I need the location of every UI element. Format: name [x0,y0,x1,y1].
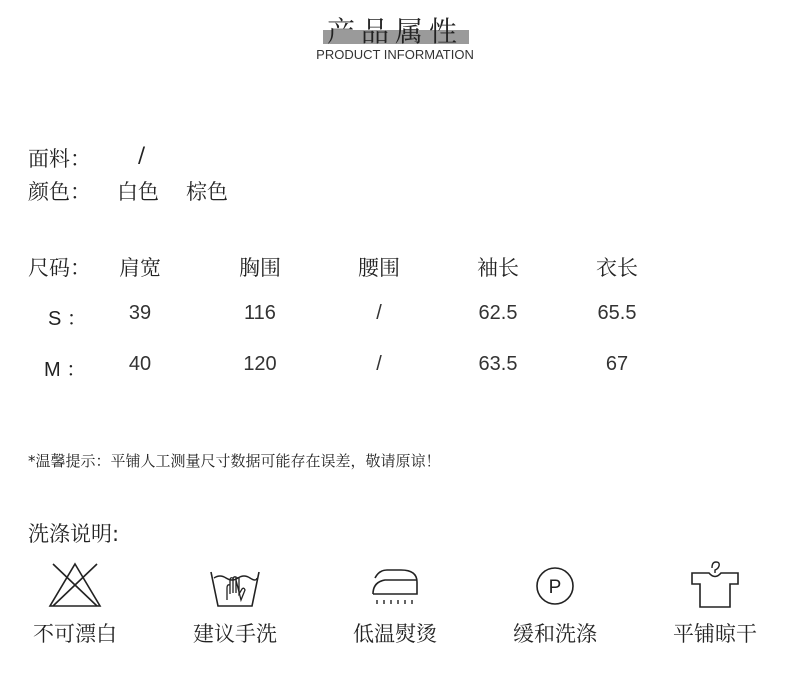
table-cell: 67 [605,353,629,375]
dry-clean-p-icon [525,560,585,610]
table-cell: 40 [128,353,152,375]
table-cell: 39 [128,302,152,324]
size-row-label-m: M ： [44,359,87,381]
table-cell: 63.5 [478,353,518,375]
page-subtitle: PRODUCT INFORMATION [316,47,474,62]
low-iron-icon [365,560,425,610]
washing-title: 洗涤说明: [28,522,120,546]
wash-label-flat-dry: 平铺晾干 [673,622,757,646]
hand-wash-icon [205,560,265,610]
wash-label-low-iron: 低温熨烫 [353,622,437,646]
table-cell: / [376,302,382,324]
table-cell: 120 [243,353,277,375]
page-title: 产品属性 [326,15,463,48]
table-cell: / [376,353,382,375]
size-label: 尺码： [28,256,91,280]
size-row-label-s: S ： [48,308,87,330]
hang-dry-flat-icon [685,560,745,610]
header-sleeve: 袖长 [477,256,519,280]
fabric-label: 面料： [28,147,91,171]
header-shoulder: 肩宽 [119,256,161,280]
fabric-value: / [138,143,146,167]
color-option-white: 白色 [117,180,159,204]
dry-clean-symbol: P [548,577,562,598]
wash-label-no-bleach: 不可漂白 [33,622,117,646]
color-label: 颜色： [28,180,91,204]
measurement-note: *温馨提示：平铺人工测量尺寸数据可能存在误差，敬请原谅！ [28,452,441,470]
color-option-brown: 棕色 [186,180,228,204]
header-waist: 腰围 [358,256,400,280]
wash-label-hand-wash: 建议手洗 [193,622,277,646]
table-cell: 62.5 [478,302,518,324]
header-chest: 胸围 [239,256,281,280]
table-cell: 65.5 [597,302,637,324]
wash-label-gentle-wash: 缓和洗涤 [513,622,597,646]
header-length: 衣长 [596,256,638,280]
no-bleach-icon [45,560,105,610]
table-cell: 116 [244,302,276,324]
